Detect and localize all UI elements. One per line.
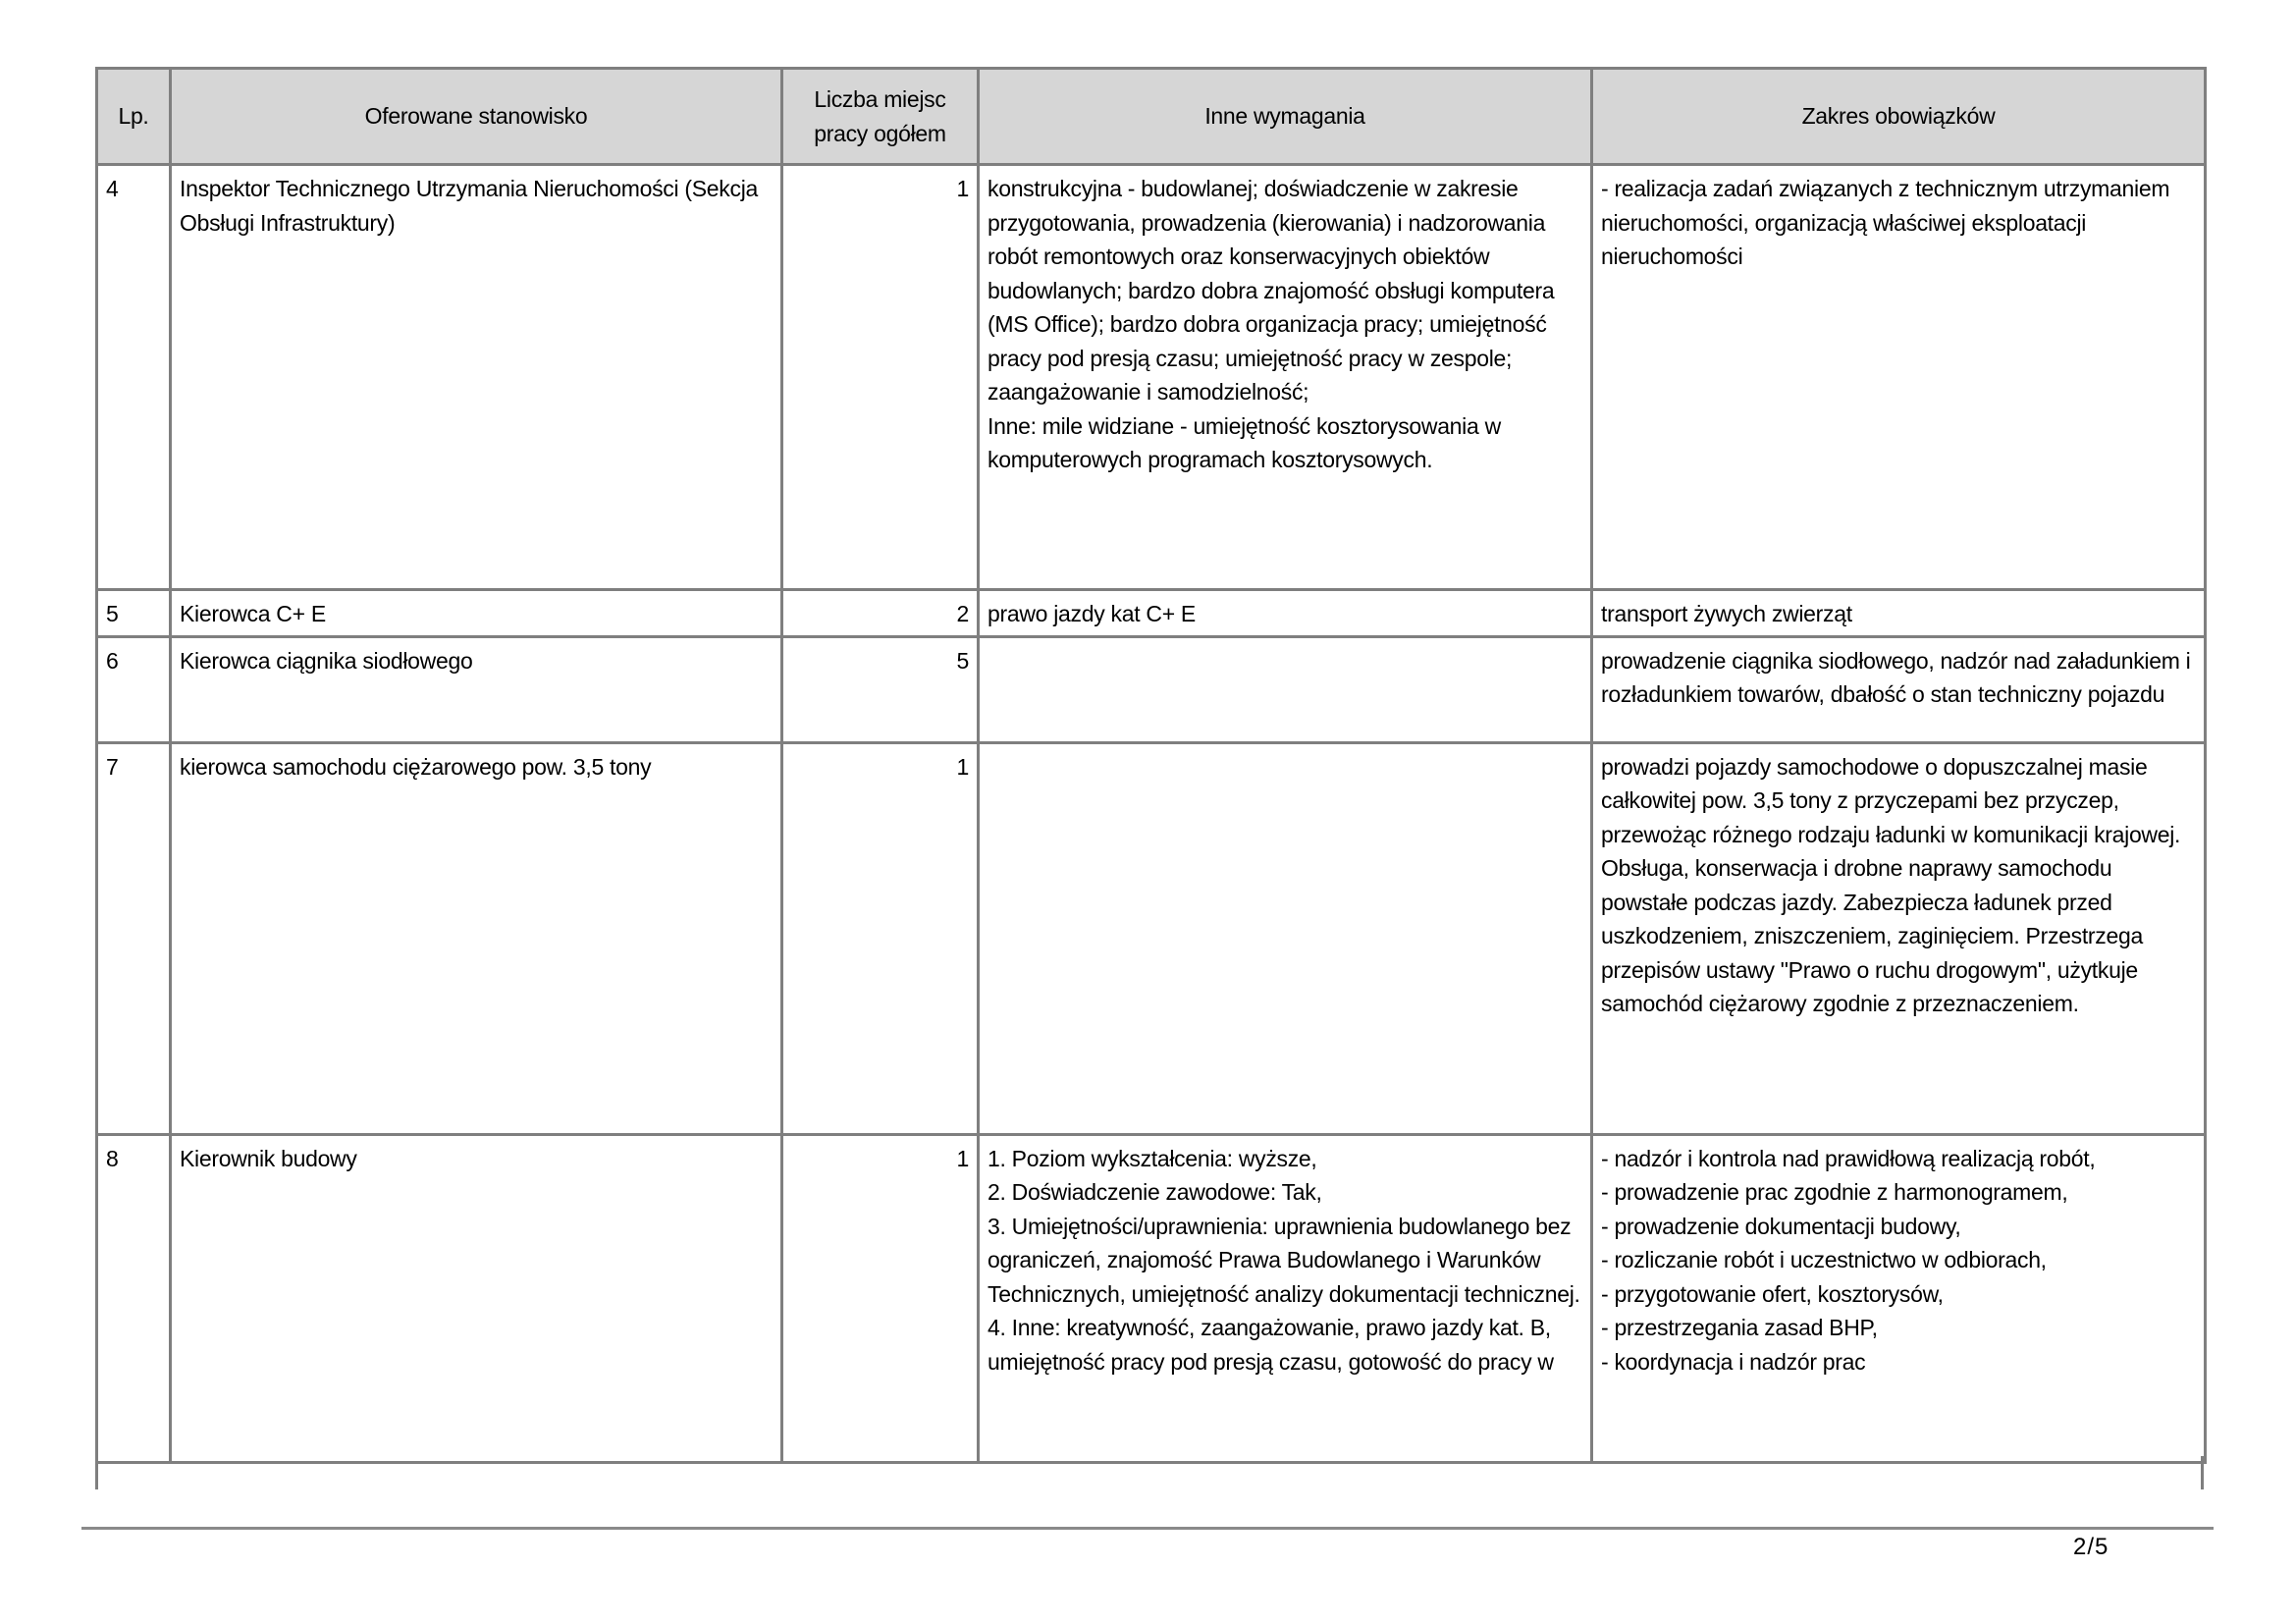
cell-lp: 8 — [97, 1134, 171, 1462]
header-count-line1: Liczba miejsc — [814, 86, 946, 112]
duty-item: - nadzór i kontrola nad prawidłową realizacją robót, — [1601, 1145, 2096, 1171]
duty-item: - rozliczanie robót i uczestnictwo w odbiorach, — [1601, 1247, 2047, 1272]
table-continuation-row — [95, 1456, 2204, 1489]
cell-position: kierowca samochodu ciężarowego pow. 3,5 tony — [171, 742, 782, 1134]
requirements-extra-text: Inne: mile widziane - umiejętność kosztorysowania w komputerowych programach kosztorysowych. — [988, 412, 1507, 472]
header-count — [782, 69, 979, 165]
table-row — [97, 1134, 2206, 1462]
cell-position: Kierowca ciągnika siodłowego — [171, 636, 782, 742]
footer-divider — [81, 1527, 2214, 1530]
duties-text-clipped: prowadzenie ciągnika siodłowego, nadzór nad załadunkiem i rozładunkiem towarów, dbałość o stan techniczny pojazdu — [1601, 647, 2191, 707]
duty-item: - prowadzenie dokumentacji budowy, — [1601, 1213, 1961, 1239]
cell-requirements — [979, 636, 1592, 742]
page-number: 2/5 — [2073, 1534, 2109, 1560]
cell-lp: 6 — [97, 636, 171, 742]
cell-duties — [1592, 1134, 2206, 1462]
cell-position: Inspektor Technicznego Utrzymania Nieruchomości (Sekcja Obsługi Infrastruktury) — [171, 165, 782, 590]
table-header-row — [97, 69, 2206, 165]
header-requirements: Inne wymagania — [979, 69, 1592, 165]
duty-item: - prowadzenie prac zgodnie z harmonogramem, — [1601, 1179, 2068, 1205]
cell-lp: 7 — [97, 742, 171, 1134]
cell-duties: - realizacja zadań związanych z technicznym utrzymaniem nieruchomości, organizacją właściwej eksploatacji nieruchomości — [1592, 165, 2206, 590]
cell-position: Kierownik budowy — [171, 1134, 782, 1462]
requirement-item: 3. Umiejętności/uprawnienia: uprawnienia budowlanego bez ograniczeń, znajomość Prawa Budowlanego i Warunków Technicznych, umiejętność analizy dokumentacji technicznej. — [988, 1213, 1580, 1307]
cell-count: 5 — [782, 636, 979, 742]
header-position: Oferowane stanowisko — [171, 69, 782, 165]
table-row — [97, 590, 2206, 637]
duty-item: - przygotowanie ofert, kosztorysów, — [1601, 1280, 1944, 1307]
cell-lp: 5 — [97, 590, 171, 637]
cell-position: Kierowca C+ E — [171, 590, 782, 637]
requirements-text: konstrukcyjna - budowlanej; doświadczenie w zakresie przygotowania, prowadzenia (kierowania) i nadzorowania robót remontowych oraz konserwacyjnych obiektów budowlanych; bardzo dobra znajomość obsługi komputera (MS Office); bardzo dobra organizacja pracy; umiejętność pracy pod presją czasu; umiejętność pracy w zespole; zaangażowanie i samodzielność; — [988, 176, 1561, 405]
table-row — [97, 636, 2206, 742]
cell-lp: 4 — [97, 165, 171, 590]
header-duties: Zakres obowiązków — [1592, 69, 2206, 165]
cell-requirements — [979, 165, 1592, 590]
cell-count: 2 — [782, 590, 979, 637]
cell-count: 1 — [782, 1134, 979, 1462]
table-row — [97, 742, 2206, 1134]
cell-requirements: prawo jazdy kat C+ E — [979, 590, 1592, 637]
requirement-item: 2. Doświadczenie zawodowe: Tak, — [988, 1179, 1322, 1205]
header-count-line2: pracy ogółem — [814, 120, 946, 146]
cell-requirements — [979, 742, 1592, 1134]
cell-duties: transport żywych zwierząt — [1592, 590, 2206, 637]
requirement-item: 4. Inne: kreatywność, zaangażowanie, prawo jazdy kat. B, umiejętność pracy pod presją czasu, gotowość do pracy w — [988, 1315, 1557, 1375]
cell-duties: prowadzi pojazdy samochodowe o dopuszczalnej masie całkowitej pow. 3,5 tony z przyczepami bez przyczep, przewożąc różnego rodzaju ładunki w komunikacji krajowej. Obsługa, konserwacja i drobne naprawy samochodu powstałe podczas jazdy. Zabezpiecza ładunek przed uszkodzeniem, zniszczeniem, zaginięciem. Przestrzega przepisów ustawy "Prawo o ruchu drogowym", użytkuje samochód ciężarowy zgodnie z przeznaczeniem. — [1592, 742, 2206, 1134]
header-lp: Lp. — [97, 69, 171, 165]
job-offers-table — [95, 67, 2207, 1464]
cell-count: 1 — [782, 742, 979, 1134]
requirement-item: 1. Poziom wykształcenia: wyższe, — [988, 1145, 1317, 1171]
cell-requirements — [979, 1134, 1592, 1462]
duty-item: - przestrzegania zasad BHP, — [1601, 1315, 1878, 1340]
duty-item: - koordynacja i nadzór prac — [1601, 1348, 1866, 1375]
table-row — [97, 165, 2206, 590]
cell-duties — [1592, 636, 2206, 742]
cell-count: 1 — [782, 165, 979, 590]
